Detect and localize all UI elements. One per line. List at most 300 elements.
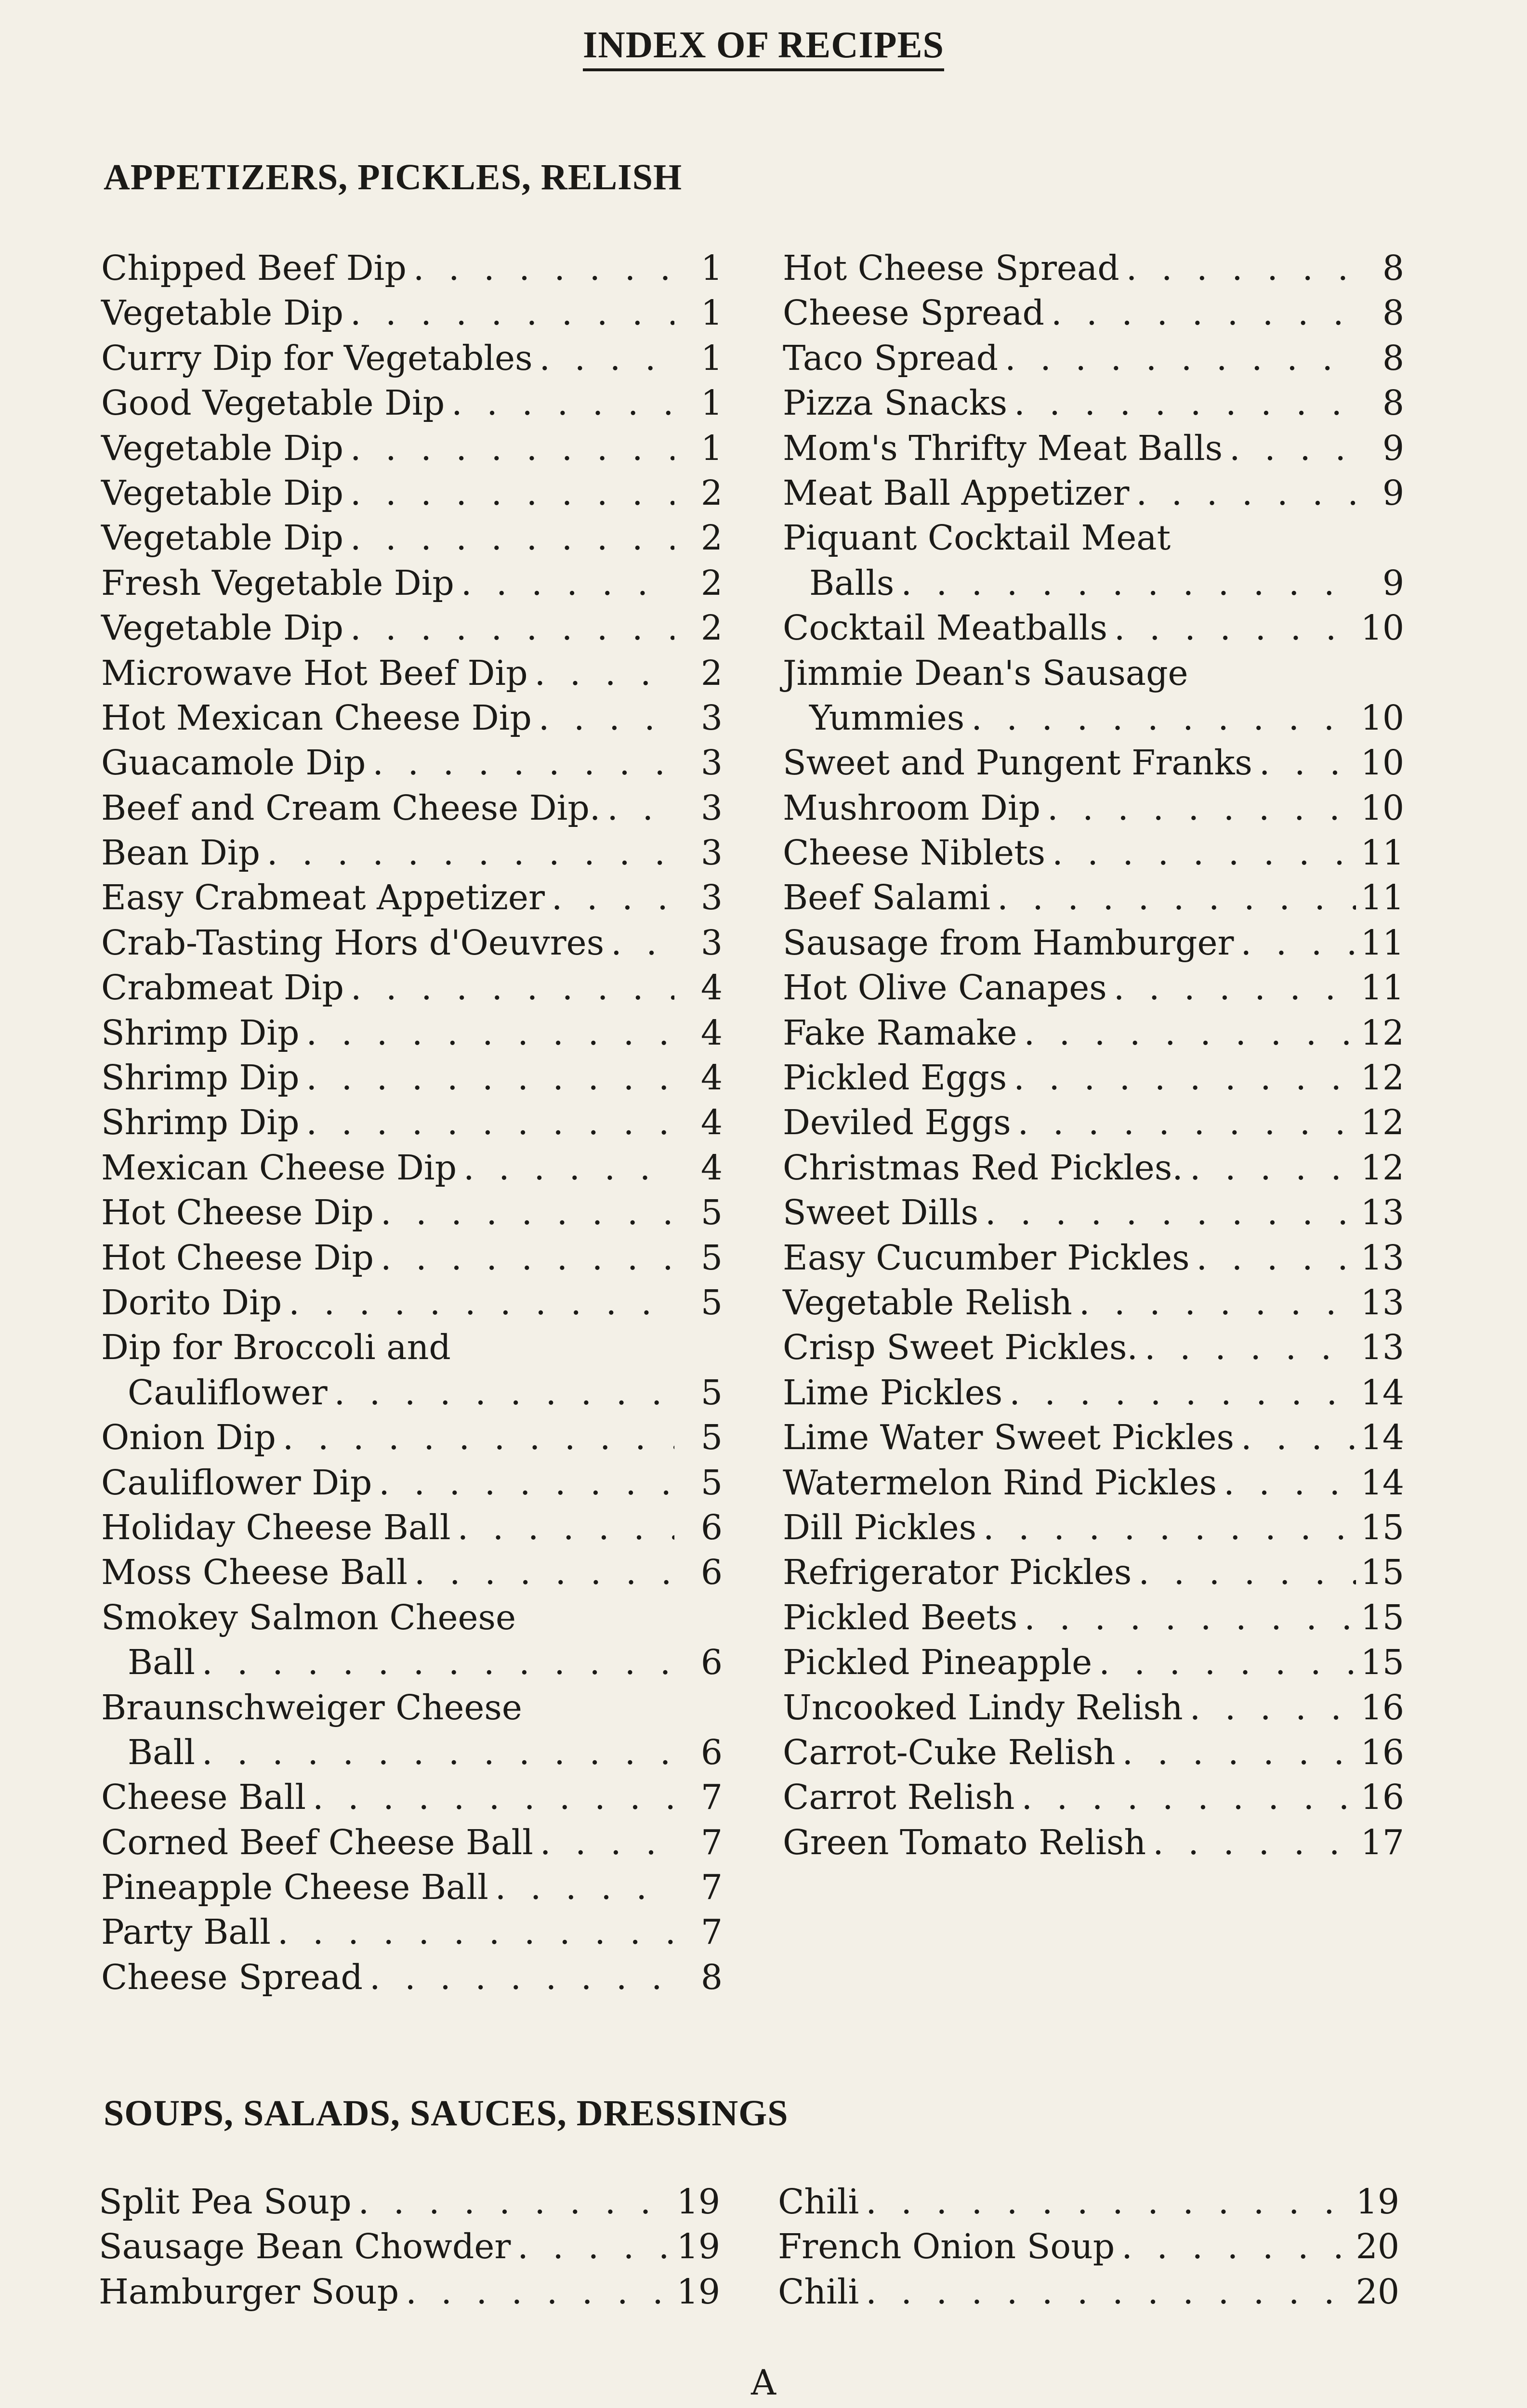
page-number: 8 [700, 1957, 723, 1997]
dot-leader [1121, 2224, 1351, 2269]
index-entry [99, 2179, 720, 2224]
page-number: 13 [1360, 1327, 1404, 1368]
page-number: 5 [700, 1372, 723, 1413]
page-number: 11 [1360, 922, 1404, 963]
dot-leader [289, 1280, 674, 1325]
recipe-name: Chili [778, 2271, 859, 2312]
index-entry [101, 426, 723, 471]
index-entry [783, 740, 1404, 785]
dot-leader [539, 695, 674, 740]
recipe-name: Ball [128, 1732, 195, 1772]
index-entry [783, 1055, 1404, 1100]
index-entry [101, 471, 723, 515]
recipe-name: Cheese Ball [101, 1777, 306, 1818]
recipe-name: Dorito Dip [101, 1282, 282, 1322]
recipe-name: Holiday Cheese Ball [101, 1507, 451, 1547]
dot-leader [1229, 426, 1356, 471]
dot-leader [495, 1865, 674, 1910]
page-number: 4 [700, 1012, 723, 1053]
index-entry [783, 246, 1404, 290]
recipe-name: Shrimp Dip [101, 1058, 300, 1098]
index-entry [101, 965, 723, 1010]
page-number: 7 [700, 1912, 723, 1952]
index-entry [101, 1190, 723, 1235]
page-number: 9 [1382, 428, 1404, 468]
index-entry [783, 651, 1404, 695]
dot-leader [1122, 1730, 1356, 1775]
page-number: 3 [700, 697, 723, 738]
dot-leader [1014, 1055, 1356, 1100]
recipe-name: Meat Ball Appetizer [783, 472, 1130, 513]
index-entry [783, 965, 1404, 1010]
page-number: 19 [676, 2182, 720, 2222]
dot-leader [1051, 290, 1356, 335]
appetizers-left-column [101, 246, 723, 2000]
page-number: 5 [700, 1462, 723, 1503]
index-entry [783, 875, 1404, 920]
dot-leader [1224, 1460, 1356, 1505]
index-entry [783, 1640, 1404, 1685]
index-entry [778, 2224, 1399, 2269]
soups-left-column [99, 2179, 720, 2314]
index-entry [101, 1730, 723, 1775]
page-number: 5 [700, 1237, 723, 1278]
index-entry [783, 1280, 1404, 1325]
index-entry [783, 1190, 1404, 1235]
page-number: 14 [1360, 1372, 1404, 1413]
index-entry [783, 1100, 1404, 1145]
index-entry [101, 695, 723, 740]
dot-leader [1153, 1820, 1356, 1865]
recipe-name: Vegetable Dip [101, 518, 343, 558]
dot-leader [1190, 1685, 1356, 1730]
page-number: 8 [1382, 293, 1404, 333]
dot-leader [306, 1055, 674, 1100]
dot-leader [1241, 1415, 1356, 1460]
dot-leader [463, 1145, 674, 1190]
dot-leader [334, 1370, 674, 1415]
page-number: 19 [676, 2226, 720, 2267]
recipe-name: Piquant Cocktail Meat [783, 518, 1171, 558]
index-entry [101, 1100, 723, 1145]
page-number: 10 [1360, 608, 1404, 648]
dot-leader [983, 1505, 1356, 1550]
recipe-name: Uncooked Lindy Relish [783, 1687, 1183, 1727]
index-entry [101, 785, 723, 830]
dot-leader [985, 1190, 1356, 1235]
page-number: 13 [1360, 1237, 1404, 1278]
recipe-name: Watermelon Rind Pickles [783, 1462, 1217, 1503]
page-number: 19 [1356, 2182, 1399, 2222]
dot-leader [866, 2179, 1351, 2224]
page-number: 8 [1382, 383, 1404, 423]
recipe-name: Mexican Cheese Dip [101, 1147, 457, 1188]
dot-leader [1079, 1280, 1356, 1325]
index-entry [101, 1640, 723, 1685]
page-number: 8 [1382, 338, 1404, 378]
index-entry [783, 1415, 1404, 1460]
page-number: 16 [1360, 1777, 1404, 1818]
recipe-name: Crabmeat Dip [101, 968, 344, 1008]
recipe-name: Mom's Thrifty Meat Balls [783, 428, 1223, 468]
index-entry [783, 1235, 1404, 1280]
index-entry [101, 1910, 723, 1954]
page-number: 16 [1360, 1687, 1404, 1727]
dot-leader [458, 1505, 674, 1550]
recipe-name: Cheese Niblets [783, 833, 1046, 873]
index-entry [101, 515, 723, 560]
index-entry [783, 920, 1404, 965]
dot-leader [413, 246, 674, 290]
page-number: 3 [700, 787, 723, 828]
dot-leader [611, 920, 674, 965]
recipe-name: Crisp Sweet Pickles. [783, 1327, 1138, 1368]
index-entry [783, 1505, 1404, 1550]
recipe-name: Vegetable Dip [101, 608, 343, 648]
dot-leader [1145, 1325, 1356, 1370]
index-entry [778, 2269, 1399, 2314]
index-entry [783, 1820, 1404, 1865]
recipe-name: Hot Cheese Dip [101, 1192, 374, 1233]
dot-leader [1190, 1145, 1356, 1190]
index-entry [101, 246, 723, 290]
dot-leader [350, 426, 674, 471]
page-number: 6 [700, 1732, 723, 1772]
dot-leader [1114, 605, 1356, 650]
dot-leader [350, 515, 674, 560]
dot-leader [369, 1955, 674, 2000]
page-title: INDEX OF RECIPES [0, 23, 1527, 71]
dot-leader [1018, 1100, 1356, 1145]
page-number: 12 [1360, 1147, 1404, 1188]
recipe-name: Guacamole Dip [101, 743, 366, 783]
recipe-name: Onion Dip [101, 1417, 276, 1458]
dot-leader [1197, 1235, 1356, 1280]
index-entry [101, 1460, 723, 1505]
dot-leader [406, 2269, 672, 2314]
recipe-name: Chipped Beef Dip [101, 248, 407, 288]
recipe-name: Dip for Broccoli and [101, 1327, 451, 1368]
page-letter: A [751, 2362, 776, 2403]
index-entry [101, 605, 723, 650]
index-entry [778, 2179, 1399, 2224]
page-number: 10 [1360, 787, 1404, 828]
dot-leader [517, 2224, 672, 2269]
index-entry [101, 336, 723, 380]
dot-leader [1021, 1775, 1356, 1819]
index-entry [783, 785, 1404, 830]
index-entry [783, 1325, 1404, 1370]
dot-leader [381, 1190, 674, 1235]
index-entry [783, 1550, 1404, 1595]
dot-leader [202, 1730, 674, 1775]
recipe-name: Easy Crabmeat Appetizer [101, 877, 545, 918]
index-entry [783, 515, 1404, 560]
page-number: 11 [1360, 833, 1404, 873]
dot-leader [1114, 965, 1356, 1010]
recipe-name: Green Tomato Relish [783, 1822, 1146, 1862]
dot-leader [1126, 246, 1356, 290]
index-entry [101, 561, 723, 605]
index-entry [783, 830, 1404, 875]
dot-leader [607, 785, 674, 830]
dot-leader [971, 695, 1356, 740]
recipe-name: Crab-Tasting Hors d'Oeuvres [101, 922, 605, 963]
page-number: 1 [700, 428, 723, 468]
page-number: 4 [700, 1147, 723, 1188]
dot-leader [866, 2269, 1351, 2314]
page-number: 20 [1356, 2226, 1399, 2267]
page-number: 7 [700, 1822, 723, 1862]
page-number: 13 [1360, 1282, 1404, 1322]
dot-leader [1136, 471, 1356, 515]
index-entry [783, 426, 1404, 471]
dot-leader [283, 1415, 674, 1460]
recipe-name: Hamburger Soup [99, 2271, 399, 2312]
page-number: 19 [676, 2271, 720, 2312]
page-number: 20 [1356, 2271, 1399, 2312]
recipe-name: Good Vegetable Dip [101, 383, 445, 423]
page-number: 10 [1360, 743, 1404, 783]
index-entry [101, 920, 723, 965]
dot-leader [202, 1640, 674, 1685]
recipe-name: Carrot-Cuke Relish [783, 1732, 1116, 1772]
dot-leader [277, 1910, 674, 1954]
recipe-name: Microwave Hot Beef Dip [101, 653, 528, 693]
index-entry [99, 2269, 720, 2314]
recipe-name: Split Pea Soup [99, 2182, 352, 2222]
page-number: 9 [1382, 563, 1404, 603]
page-number: 3 [700, 833, 723, 873]
page-number: 12 [1360, 1102, 1404, 1143]
dot-leader [997, 875, 1356, 920]
index-entry [101, 875, 723, 920]
dot-leader [1052, 830, 1356, 875]
recipe-name: Hot Cheese Spread [783, 248, 1119, 288]
recipe-name: Cauliflower [128, 1372, 328, 1413]
index-entry [783, 561, 1404, 605]
recipe-name: Shrimp Dip [101, 1102, 300, 1143]
page-number: 2 [700, 518, 723, 558]
dot-leader [552, 875, 674, 920]
index-entry [101, 1505, 723, 1550]
recipe-name: Ball [128, 1642, 195, 1683]
index-entry [101, 290, 723, 335]
index-entry [101, 830, 723, 875]
page-number: 7 [700, 1867, 723, 1908]
recipe-name: Vegetable Dip [101, 472, 343, 513]
recipe-name: Shrimp Dip [101, 1012, 300, 1053]
page-number: 7 [700, 1777, 723, 1818]
page-number: 2 [700, 653, 723, 693]
index-entry [99, 2224, 720, 2269]
recipe-name: Hot Cheese Dip [101, 1237, 374, 1278]
page-number: 9 [1382, 472, 1404, 513]
recipe-name: Cheese Spread [101, 1957, 363, 1997]
recipe-name: Christmas Red Pickles. [783, 1147, 1183, 1188]
recipe-name: Hot Mexican Cheese Dip [101, 697, 532, 738]
recipe-name: Smokey Salmon Cheese [101, 1597, 516, 1637]
recipe-name: Yummies [809, 697, 965, 738]
recipe-name: Beef Salami [783, 877, 991, 918]
recipe-name: Vegetable Dip [101, 293, 343, 333]
page-number: 13 [1360, 1192, 1404, 1233]
index-entry [101, 1010, 723, 1055]
dot-leader [350, 605, 674, 650]
index-entry [101, 380, 723, 425]
recipe-name: Sausage Bean Chowder [99, 2226, 511, 2267]
recipe-name: Lime Water Sweet Pickles [783, 1417, 1234, 1458]
dot-leader [535, 651, 674, 695]
recipe-name: Fresh Vegetable Dip [101, 563, 454, 603]
recipe-name: Party Ball [101, 1912, 271, 1952]
section-heading-appetizers: APPETIZERS, PICKLES, RELISH [104, 157, 683, 197]
page-number: 12 [1360, 1058, 1404, 1098]
dot-leader [1024, 1595, 1356, 1640]
page-number: 3 [700, 743, 723, 783]
index-entry [101, 1775, 723, 1819]
dot-leader [1009, 1370, 1356, 1415]
recipe-name: Jimmie Dean's Sausage [783, 653, 1188, 693]
page-number: 11 [1360, 877, 1404, 918]
index-entry [101, 1865, 723, 1910]
recipe-name: Deviled Eggs [783, 1102, 1011, 1143]
dot-leader [540, 336, 674, 380]
recipe-name: Pizza Snacks [783, 383, 1008, 423]
page-number: 1 [700, 293, 723, 333]
page-number: 11 [1360, 968, 1404, 1008]
dot-leader [1259, 740, 1356, 785]
index-entry [783, 471, 1404, 515]
recipe-name: Corned Beef Cheese Ball [101, 1822, 533, 1862]
page-number: 2 [700, 563, 723, 603]
page-number: 15 [1360, 1552, 1404, 1593]
recipe-name: Dill Pickles [783, 1507, 977, 1547]
recipe-name: Cocktail Meatballs [783, 608, 1107, 648]
dot-leader [306, 1100, 674, 1145]
index-entry [101, 1550, 723, 1595]
dot-leader [379, 1460, 674, 1505]
recipe-name: Mushroom Dip [783, 787, 1040, 828]
page-number: 15 [1360, 1642, 1404, 1683]
page-number: 4 [700, 968, 723, 1008]
dot-leader [306, 1010, 674, 1055]
index-entry [783, 1775, 1404, 1819]
page-number: 5 [700, 1417, 723, 1458]
recipe-name: Balls [809, 563, 895, 603]
dot-leader [381, 1235, 674, 1280]
index-entry [783, 605, 1404, 650]
page-number: 5 [700, 1282, 723, 1322]
index-entry [101, 1235, 723, 1280]
recipe-name: French Onion Soup [778, 2226, 1115, 2267]
dot-leader [1005, 336, 1356, 380]
recipe-name: Moss Cheese Ball [101, 1552, 408, 1593]
recipe-name: Cauliflower Dip [101, 1462, 372, 1503]
recipe-name: Lime Pickles [783, 1372, 1003, 1413]
dot-leader [1240, 920, 1356, 965]
index-entry [783, 1730, 1404, 1775]
recipe-name: Curry Dip for Vegetables [101, 338, 533, 378]
dot-leader [540, 1820, 674, 1865]
index-entry [101, 1370, 723, 1415]
recipe-name: Cheese Spread [783, 293, 1044, 333]
recipe-name: Pickled Pineapple [783, 1642, 1093, 1683]
dot-leader [461, 561, 674, 605]
page-number: 15 [1360, 1507, 1404, 1547]
page-number: 5 [700, 1192, 723, 1233]
index-entry [101, 1325, 723, 1370]
dot-leader [414, 1550, 674, 1595]
dot-leader [1047, 785, 1356, 830]
page-number: 17 [1360, 1822, 1404, 1862]
dot-leader [313, 1775, 674, 1819]
recipe-name: Vegetable Dip [101, 428, 343, 468]
page-number: 1 [700, 248, 723, 288]
index-entry [101, 1820, 723, 1865]
page-number: 15 [1360, 1597, 1404, 1637]
recipe-name: Beef and Cream Cheese Dip. [101, 787, 601, 828]
index-entry [783, 695, 1404, 740]
dot-leader [350, 290, 674, 335]
index-entry [101, 1955, 723, 2000]
index-entry [783, 1010, 1404, 1055]
appetizers-right-column [783, 246, 1404, 1865]
page-number: 12 [1360, 1012, 1404, 1053]
page-number: 3 [700, 922, 723, 963]
page-number: 14 [1360, 1417, 1404, 1458]
index-entry [101, 740, 723, 785]
index-entry [101, 1685, 723, 1730]
dot-leader [351, 965, 674, 1010]
recipe-name: Sweet Dills [783, 1192, 979, 1233]
page-number: 1 [700, 383, 723, 423]
dot-leader [1099, 1640, 1356, 1685]
dot-leader [267, 830, 674, 875]
recipe-name: Pickled Eggs [783, 1058, 1007, 1098]
page-number: 2 [700, 608, 723, 648]
recipe-name: Carrot Relish [783, 1777, 1015, 1818]
index-entry [101, 1145, 723, 1190]
index-entry [783, 1145, 1404, 1190]
page-number: 3 [700, 877, 723, 918]
index-entry [783, 1595, 1404, 1640]
page-number: 6 [700, 1507, 723, 1547]
index-entry [783, 290, 1404, 335]
recipe-name: Refrigerator Pickles [783, 1552, 1132, 1593]
dot-leader [1138, 1550, 1356, 1595]
index-entry [101, 1595, 723, 1640]
recipe-name: Vegetable Relish [783, 1282, 1072, 1322]
recipe-name: Sausage from Hamburger [783, 922, 1234, 963]
page-number: 16 [1360, 1732, 1404, 1772]
recipe-name: Chili [778, 2182, 859, 2222]
recipe-name: Braunschweiger Cheese [101, 1687, 522, 1727]
page-number: 8 [1382, 248, 1404, 288]
index-entry [101, 651, 723, 695]
dot-leader [451, 380, 674, 425]
page-number: 6 [700, 1552, 723, 1593]
page-number: 10 [1360, 697, 1404, 738]
index-entry [101, 1055, 723, 1100]
index-entry [101, 1280, 723, 1325]
dot-leader [372, 740, 674, 785]
index-entry [101, 1415, 723, 1460]
page-number: 14 [1360, 1462, 1404, 1503]
recipe-name: Pineapple Cheese Ball [101, 1867, 488, 1908]
recipe-name: Easy Cucumber Pickles [783, 1237, 1190, 1278]
index-entry [783, 1370, 1404, 1415]
